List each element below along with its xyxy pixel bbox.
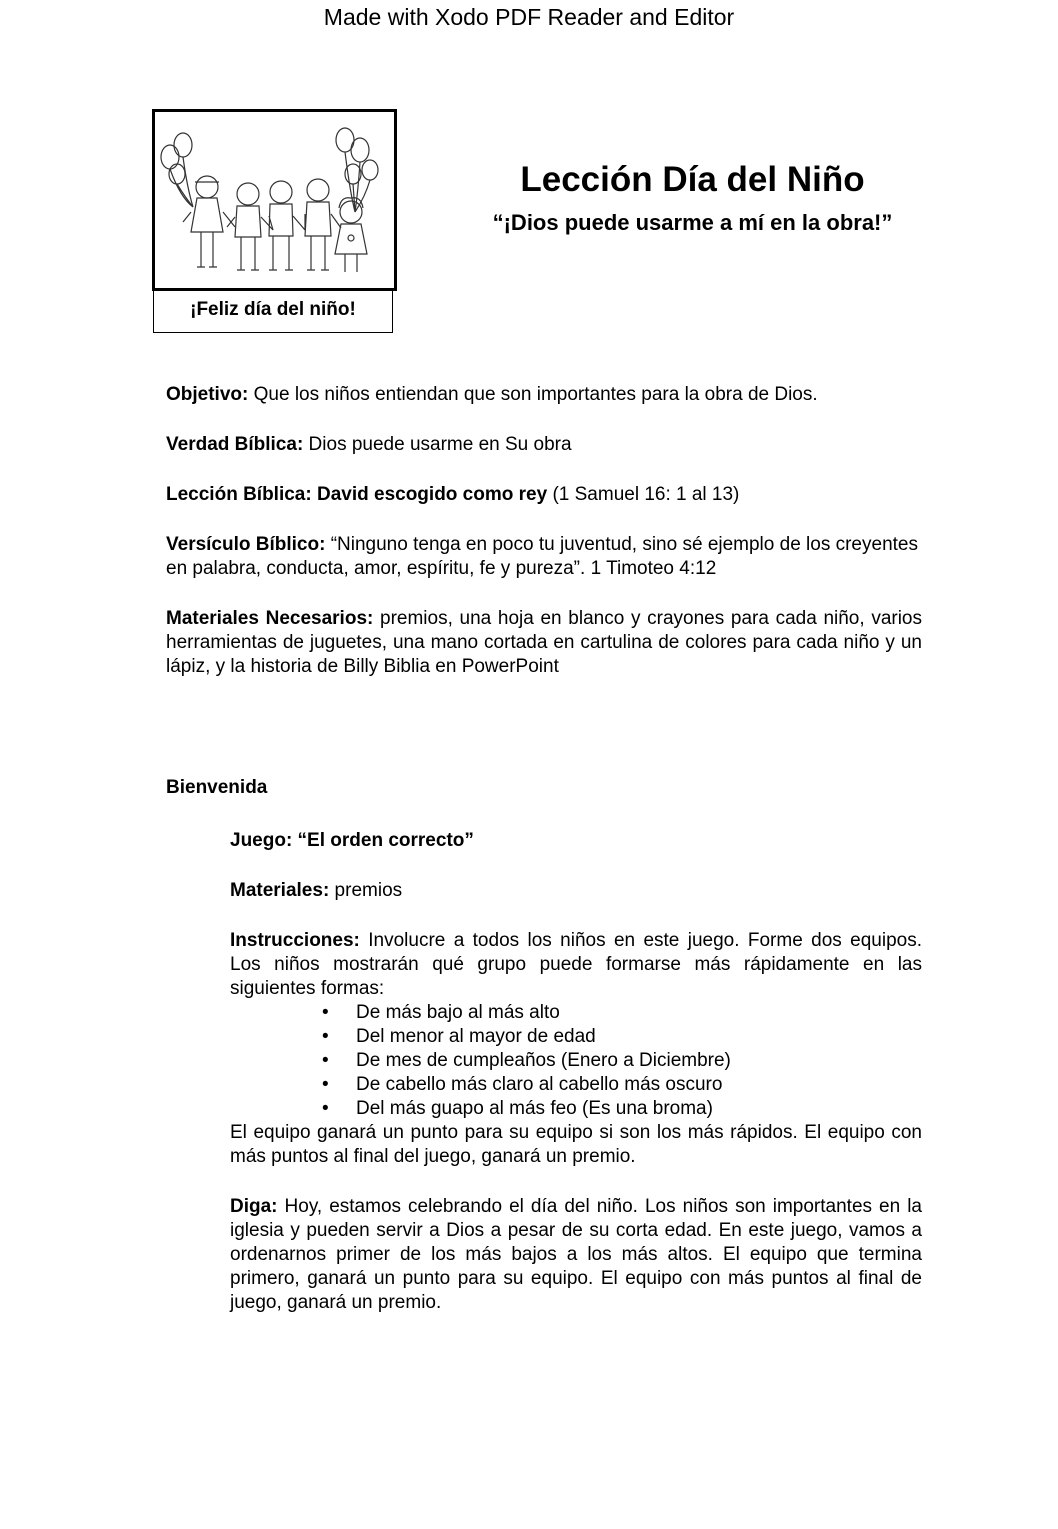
versiculo-paragraph xyxy=(166,533,922,581)
list-item: • De mes de cumpleaños (Enero a Diciembre) xyxy=(356,1049,922,1073)
list-item: • Del más guapo al más feo (Es una broma) xyxy=(356,1097,922,1121)
materiales-text: premios, una hoja en blanco y crayones para cada niño, varios herramientas de juguetes, una mano cortada en cartulina de colores para cada niño y un lápiz, y la historia de Billy Biblia en PowerPoint xyxy=(166,608,922,677)
say-label: Diga: xyxy=(230,1196,278,1217)
game-order-list xyxy=(230,1001,922,1121)
game-scoring-paragraph: El equipo ganará un punto para su equipo si son los más rápidos. El equipo con más puntos al final del juego, ganará un premio. xyxy=(230,1122,922,1167)
page-subtitle: “¡Dios puede usarme a mí en la obra!” xyxy=(492,210,893,235)
verdad-paragraph xyxy=(166,433,922,457)
list-item: • De cabello más claro al cabello más oscuro xyxy=(356,1073,922,1097)
children-holding-hands-drawing xyxy=(155,112,394,288)
game-instructions-paragraph xyxy=(230,929,922,1001)
illustration-caption: ¡Feliz día del niño! xyxy=(153,289,393,333)
game-instructions-label: Instrucciones: xyxy=(230,930,360,951)
list-item: • Del menor al mayor de edad xyxy=(356,1025,922,1049)
materiales-paragraph xyxy=(166,607,922,679)
watermark-banner: Made with Xodo PDF Reader and Editor xyxy=(323,4,735,30)
objetivo-paragraph xyxy=(166,383,922,407)
verdad-label: Verdad Bíblica: xyxy=(166,434,304,455)
objetivo-label: Objetivo: xyxy=(166,384,249,405)
game-materials-label: Materiales: xyxy=(230,880,330,901)
verdad-text: Dios puede usarme en Su obra xyxy=(303,434,572,455)
section-title-bienvenida: Bienvenida xyxy=(166,777,268,798)
game-materials-text: premios xyxy=(329,880,403,901)
say-paragraph xyxy=(230,1195,922,1315)
page-title: Lección Día del Niño xyxy=(520,160,865,199)
game-instructions-text: Involucre a todos los niños en este juego. Forme dos equipos. Los niños mostrarán qué grupo puede formarse más rápidamente en las siguientes formas: xyxy=(230,930,922,999)
say-text: Hoy, estamos celebrando el día del niño. Los niños son importantes en la iglesia y pueden servir a Dios a pesar de su corta edad. En este juego, vamos a ordenarnos primer de los más bajos a los más altos. El equipo que termina primero, ganará un punto para su equipo. El equipo con más puntos al final de juego, ganará un premio. xyxy=(230,1196,922,1313)
game-materials-paragraph xyxy=(230,879,922,903)
children-illustration xyxy=(152,109,397,291)
game-title: Juego: “El orden correcto” xyxy=(230,830,474,851)
objetivo-text: Que los niños entiendan que son importantes para la obra de Dios. xyxy=(248,384,818,405)
versiculo-label: Versículo Bíblico: xyxy=(166,534,326,555)
versiculo-text: “Ninguno tenga en poco tu juventud, sino sé ejemplo de los creyentes en palabra, conducta, amor, espíritu, fe y pureza”. 1 Timoteo 4:12 xyxy=(166,534,918,579)
leccion-paragraph xyxy=(166,483,922,507)
materiales-label: Materiales Necesarios: xyxy=(166,608,374,629)
list-item: • De más bajo al más alto xyxy=(356,1001,922,1025)
lesson-summary xyxy=(166,383,922,705)
game-section xyxy=(230,829,922,1341)
leccion-text: (1 Samuel 16: 1 al 13) xyxy=(547,484,740,505)
leccion-label: Lección Bíblica: David escogido como rey xyxy=(166,484,548,505)
game-title-paragraph xyxy=(230,829,922,853)
